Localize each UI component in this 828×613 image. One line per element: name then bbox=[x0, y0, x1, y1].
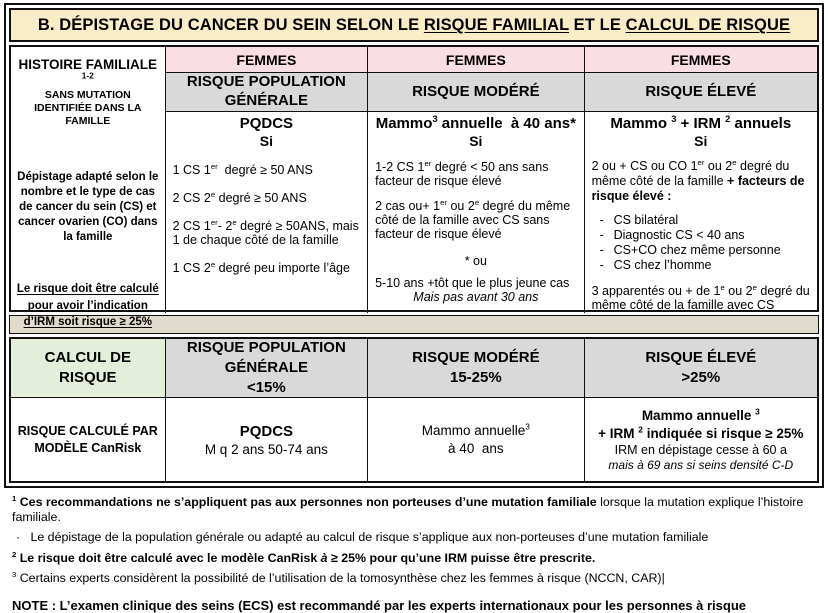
calc-high-line4: mais à 69 ans si seins densité C-D bbox=[608, 458, 794, 473]
calc-header-high: RISQUE ÉLEVÉ >25% bbox=[585, 339, 817, 398]
high-protocol-title: Mammo $^3$ + IRM $^2$ annuels bbox=[610, 114, 792, 132]
footnote-3: $^3$ Certains experts considèrent la possibilité de l’utilisation de la tomosynthèse chez les femmes à risque (NCCN, CAR)| bbox=[12, 569, 665, 585]
moderate-risk-criteria-cell bbox=[368, 112, 584, 313]
high-risk-factor: - CS chez l’homme bbox=[592, 258, 810, 272]
moderate-criterion: 1-2 CS 1er degré < 50 ans sans facteur de risque élevé bbox=[375, 159, 549, 189]
moderate-criterion: 2 cas ou+ 1er ou 2e degré du même côté de la famille avec CS sans facteur de risque élevé bbox=[375, 198, 571, 242]
screening-board bbox=[4, 3, 824, 488]
femmes-header-population: FEMMES bbox=[166, 47, 369, 73]
high-risk-factor: - CS bilatéral bbox=[592, 213, 810, 227]
moderate-star-ou: * ou bbox=[464, 254, 487, 269]
family-history-subheading: SANS MUTATION IDENTIFIÉE DANS LA FAMILLE bbox=[34, 89, 142, 128]
calc-moderate-recommendation: Mammo annuelle$^3$ à 40 ans bbox=[421, 421, 530, 456]
calc-header-moderate: RISQUE MODÉRÉ 15-25% bbox=[368, 339, 584, 398]
high-risk-factor-list bbox=[592, 213, 810, 272]
calc-header-population: RISQUE POPULATION GÉNÉRALE <15% bbox=[166, 339, 369, 398]
calc-high-cell bbox=[585, 398, 817, 481]
moderate-protocol-title: Mammo$^3$ annuelle à 40 ans* bbox=[375, 114, 576, 132]
high-risk-factor: - CS+CO chez même personne bbox=[592, 243, 810, 257]
footnote-2: $^2$ Le risque doit être calculé avec le modèle CanRisk à ≥ 25% pour qu’une IRM puisse être prescrite. bbox=[12, 549, 596, 565]
moderate-si-label: Si bbox=[469, 132, 483, 149]
calc-moderate-cell bbox=[368, 398, 584, 481]
high-criterion-outro: 3 apparentés ou + de 1e ou 2e degré du même côté de la famille avec CS bbox=[591, 282, 810, 313]
high-si-label: Si bbox=[694, 132, 708, 149]
footnote-1b: · Le dépistage de la population générale ou adapté au calcul de risque s’applique aux non-porteuses d’une mutation familiale bbox=[16, 530, 709, 545]
calc-risk-header-cell: CALCUL DE RISQUE bbox=[11, 339, 166, 398]
risk-header-moderate: RISQUE MODÉRÉ bbox=[368, 73, 584, 112]
family-history-description: Dépistage adapté selon le nombre et le type de cas de cancer du sein (CS) et cancer ovarien (CO) dans la famille bbox=[17, 171, 159, 244]
page-title: B. DÉPISTAGE DU CANCER DU SEIN SELON LE RISQUE FAMILIAL ET LE CALCUL DE RISQUE bbox=[9, 8, 819, 42]
population-criterion: 1 CS 1er degré ≥ 50 ANS bbox=[172, 162, 313, 178]
population-criterion: 1 CS 2e degré peu importe l’âge bbox=[172, 260, 350, 276]
high-risk-criteria-cell bbox=[585, 112, 817, 313]
population-si-label: Si bbox=[259, 132, 273, 149]
population-criterion: 2 CS 1er- 2e degré ≥ 50ANS, mais 1 de chaque côté de la famille bbox=[172, 218, 359, 248]
risk-header-high: RISQUE ÉLEVÉ bbox=[585, 73, 817, 112]
family-history-underlined-note: Le risque doit être calculé pour avoir l’indication d’IRM soit risque ≥ 25% bbox=[16, 283, 159, 329]
calc-high-line1: Mammo annuelle $^3$ bbox=[641, 406, 760, 423]
calc-high-line2: + IRM $^2$ indiquée si risque ≥ 25% bbox=[598, 424, 804, 441]
risk-header-population: RISQUE POPULATION GÉNÉRALE bbox=[166, 73, 369, 112]
calc-population-frequency: M q 2 ans 50-74 ans bbox=[204, 441, 328, 457]
calc-high-line3: IRM en dépistage cesse à 60 a bbox=[614, 443, 787, 458]
high-criterion-intro: 2 ou + CS ou CO 1er ou 2e degré du même côté de la famille + facteurs de risque élevé : bbox=[591, 158, 805, 203]
calc-population-protocol: PQDCS bbox=[239, 422, 294, 440]
footnote-1: $^1$ Ces recommandations ne s’appliquent pas aux personnes non porteuses d’une mutation familiale lorsque la mutation explique l’histoire familiale. bbox=[12, 493, 804, 524]
family-history-table bbox=[9, 45, 819, 329]
footnotes bbox=[12, 495, 820, 613]
note-ecs: NOTE : L’examen clinique des seins (ECS) est recommandé par les experts internationaux pour les personnes à risque bbox=[12, 597, 747, 613]
family-history-header-cell bbox=[11, 47, 166, 329]
calc-population-cell bbox=[166, 398, 369, 481]
moderate-criterion: 5-10 ans +tôt que le plus jeune cas Mais pas avant 30 ans bbox=[375, 276, 570, 305]
risk-calculation-table bbox=[9, 337, 819, 483]
population-criterion: 2 CS 2e degré ≥ 50 ANS bbox=[172, 190, 307, 206]
canrisk-model-label: RISQUE CALCULÉ PAR MODÈLE CanRisk bbox=[11, 398, 166, 481]
high-risk-factor: - Diagnostic CS < 40 ans bbox=[592, 228, 810, 242]
family-history-heading: HISTOIRE FAMILIALE $^{1-2}$ bbox=[18, 57, 158, 81]
femmes-header-moderate: FEMMES bbox=[368, 47, 584, 73]
population-risk-criteria-cell bbox=[166, 112, 369, 313]
population-protocol-title: PQDCS bbox=[239, 115, 294, 132]
femmes-header-high: FEMMES bbox=[585, 47, 817, 73]
